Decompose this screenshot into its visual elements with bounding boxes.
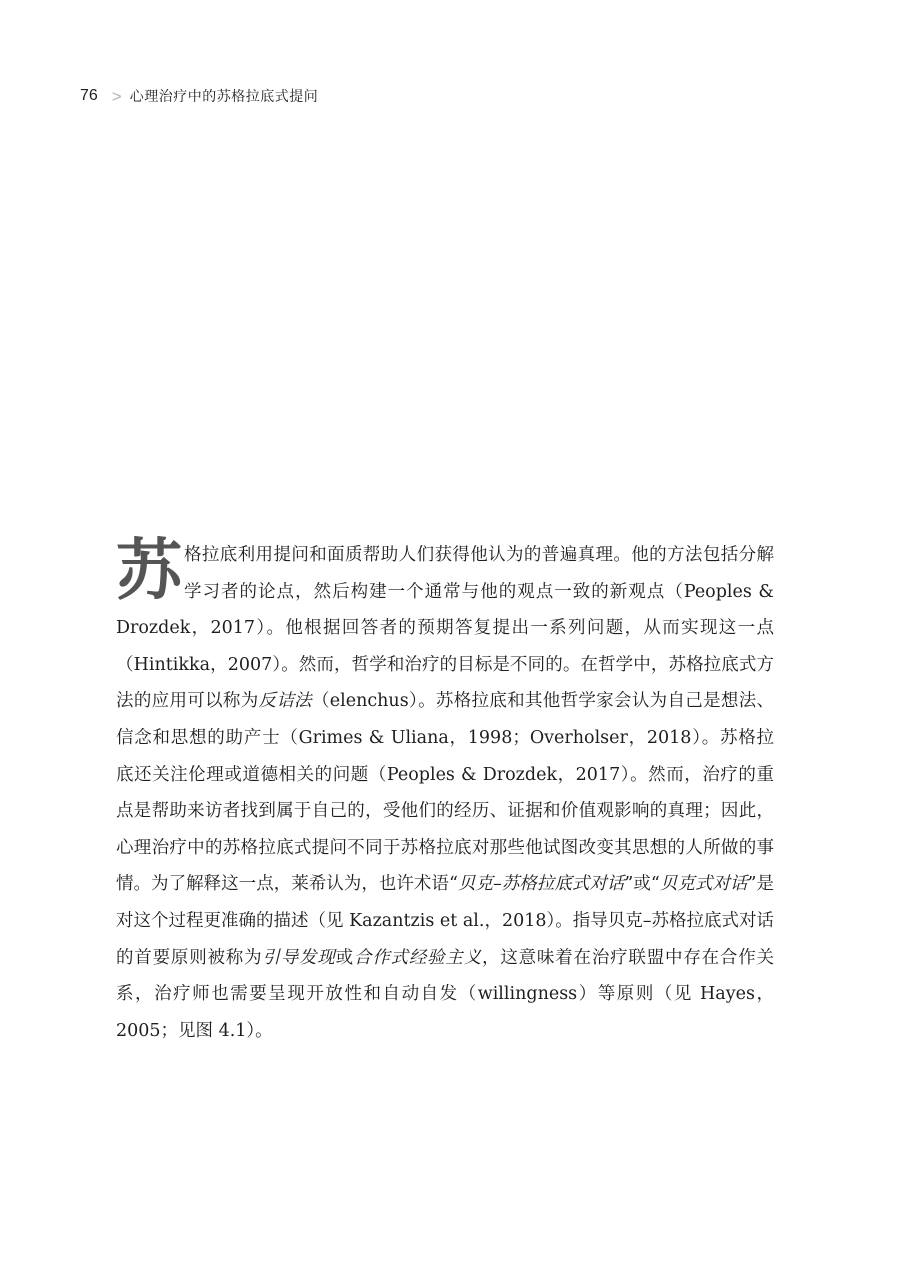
paragraph-text-2: （elenchus）。苏格拉底和其他哲学家会认为自己是想法、信念和思想的助产士（Grimes & Uliana，1998；Overholser，2018）。苏格拉底还关注伦理或道德相关的问题（Peoples & Drozdek，2017）。然而，治疗的重点是帮助来访者找到属于自己的，受他们的经历、证据和价值观影响的真理；因此，心理治疗中的苏格拉底式提问不同于苏格拉底对那些他试图改变其思想的人所做的事情。为了解释这一点，莱希认为，也许术语“ [116,691,775,895]
term-beck-dialogue: 贝克式对话 [659,874,748,895]
drop-cap: 苏 [116,532,182,609]
running-header [80,86,318,106]
paragraph-text-3: ”或“ [624,874,660,895]
term-elenchus: 反诘法 [258,691,312,712]
paragraph-text-1: 格拉底利用提问和面质帮助人们获得他认为的普遍真理。他的方法包括分解学习者的论点，然后构建一个通常与他的观点一致的新观点（Peoples & Drozdek，2017）。他根据回答者的预期答复提出一系列问题，从而实现这一点（Hintikka，2007）。然而，哲学和治疗的目标是不同的。在哲学中，苏格拉底式方法的应用可以称为 [116,545,774,712]
term-guided-discovery: 引导发现 [262,947,336,968]
paragraph-text-6: ，这意味着在治疗联盟中存在合作关系，治疗师也需要呈现开放性和自动自发（willingness）等原则（见 Hayes，2005；见图 4.1）。 [116,947,775,1041]
paragraph-text-5: 或 [335,947,354,968]
chevron-right-icon: > [111,86,122,106]
book-title: 心理治疗中的苏格拉底式提问 [129,88,319,104]
paragraph-text-4: ”是对这个过程更准确的描述（见 Kazantzis et al.，2018）。指导贝克–苏格拉底式对话的首要原则被称为 [116,874,775,968]
page-number: 76 [80,87,98,104]
term-collaborative-empiricism: 合作式经验主义 [353,947,483,968]
body-paragraph [116,532,775,1049]
term-beck-socratic-dialogue: 贝克–苏格拉底式对话 [457,874,625,895]
